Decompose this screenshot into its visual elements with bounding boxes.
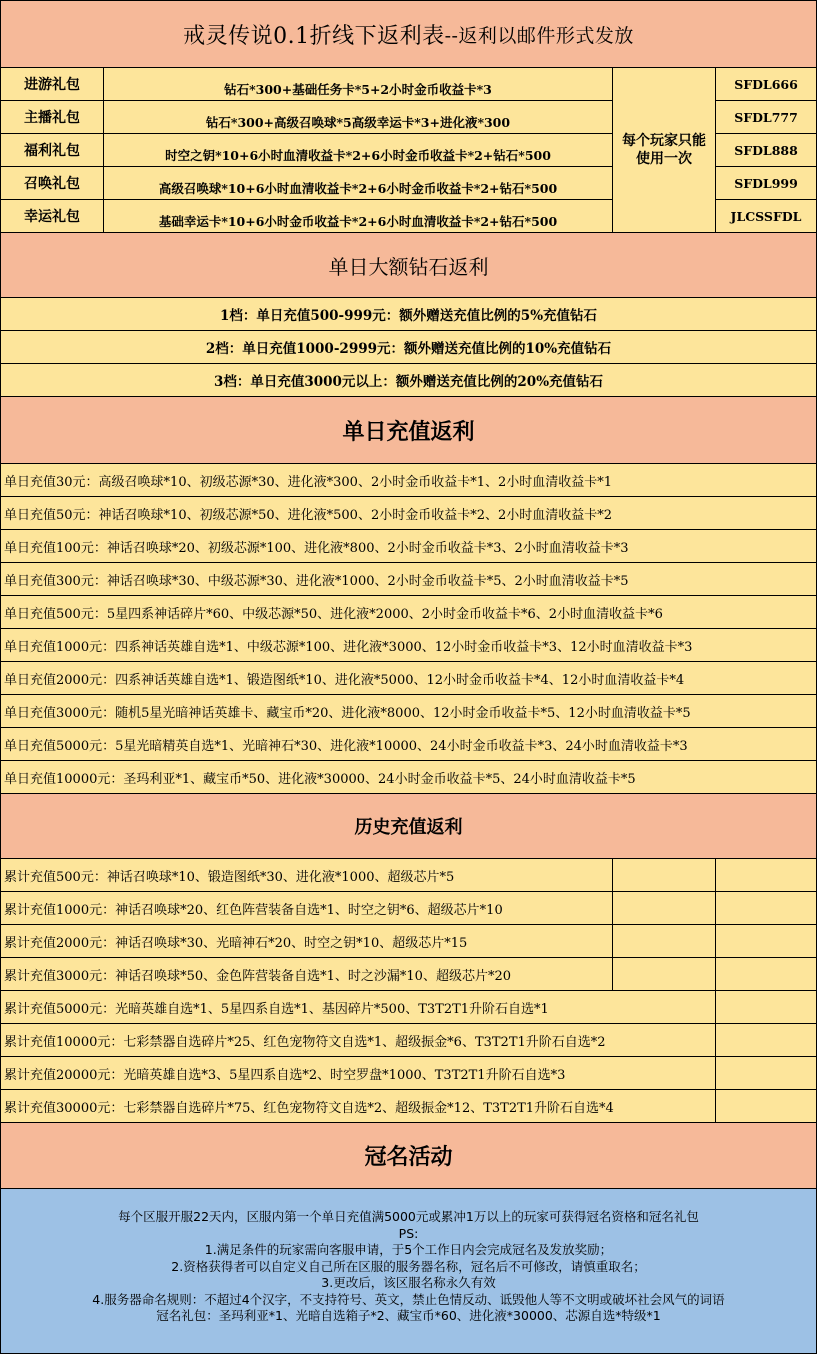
gift-name: 福利礼包: [0, 133, 104, 167]
gift-name: 主播礼包: [0, 100, 104, 134]
gift-contents: 高级召唤球*10+6小时血清收益卡*2+6小时金币收益卡*2+钻石*500: [103, 166, 613, 200]
history-rebate-row: 累计充值30000元：七彩禁器自选碎片*75、红色宠物符文自选*2、超级振金*12、T3T2T1升阶石自选*4: [0, 1089, 716, 1123]
history-rebate-row: 累计充值5000元：光暗英雄自选*1、5星四系自选*1、基因碎片*500、T3T2T1升阶石自选*1: [0, 990, 716, 1024]
empty-cell: [715, 957, 817, 991]
gift-usage-note-line: 使用一次: [636, 151, 692, 167]
daily-rebate-row: 单日充值500元：5星四系神话碎片*60、中级芯源*50、进化液*2000、2小时金币收益卡*6、2小时血清收益卡*6: [0, 595, 817, 629]
gift-contents: 时空之钥*10+6小时血清收益卡*2+6小时金币收益卡*2+钻石*500: [103, 133, 613, 167]
history-rebate-grid: [0, 858, 817, 1123]
history-rebate-header: 历史充值返利: [0, 793, 817, 859]
empty-cell: [612, 858, 716, 892]
diamond-tier: 2档：单日充值1000-2999元：额外赠送充值比例的10%充值钻石: [0, 330, 817, 364]
empty-cell: [612, 957, 716, 991]
naming-rule-line: 3.更改后，该区服名称永久有效: [321, 1275, 496, 1290]
history-rebate-row: 累计充值20000元：光暗英雄自选*3、5星四系自选*2、时空罗盘*1000、T3T2T1升阶石自选*3: [0, 1056, 716, 1090]
daily-rebate-row: 单日充值5000元：5星光暗精英自选*1、光暗神石*30、进化液*10000、24小时金币收益卡*3、24小时血清收益卡*3: [0, 727, 817, 761]
empty-cell: [715, 1056, 817, 1090]
empty-cell: [715, 990, 817, 1024]
empty-cell: [612, 924, 716, 958]
history-rebate-row: 累计充值3000元：神话召唤球*50、金色阵营装备自选*1、时之沙漏*10、超级芯片*20: [0, 957, 613, 991]
daily-rebate-row: 单日充值3000元：随机5星光暗神话英雄卡、藏宝币*20、进化液*8000、12小时金币收益卡*5、12小时血清收益卡*5: [0, 694, 817, 728]
naming-rule-line: 每个区服开服22天内，区服内第一个单日充值满5000元或累冲1万以上的玩家可获得冠名资格和冠名礼包: [118, 1209, 699, 1224]
empty-cell: [715, 891, 817, 925]
diamond-rebate-header: 单日大额钻石返利: [0, 232, 817, 298]
title-main: 戒灵传说0.1折线下返利表: [183, 23, 445, 49]
daily-rebate-row: 单日充值100元：神话召唤球*20、初级芯源*100、进化液*800、2小时金币收益卡*3、2小时血清收益卡*3: [0, 529, 817, 563]
daily-rebate-header: 单日充值返利: [0, 396, 817, 464]
gift-contents: 钻石*300+基础任务卡*5+2小时金币收益卡*3: [103, 67, 613, 101]
empty-cell: [715, 858, 817, 892]
naming-rule-line: 冠名礼包：圣玛利亚*1、光暗自选箱子*2、藏宝币*60、进化液*30000、芯源自选*特级*1: [156, 1308, 661, 1323]
daily-rebate-row: 单日充值2000元：四系神话英雄自选*1、锻造图纸*10、进化液*5000、12小时金币收益卡*4、12小时血清收益卡*4: [0, 661, 817, 695]
empty-cell: [715, 1089, 817, 1123]
naming-rule-line: 4.服务器命名规则：不超过4个汉字，不支持符号、英文，禁止色情反动、诋毁他人等不文明或破坏社会风气的词语: [92, 1291, 725, 1307]
gift-contents: 基础幸运卡*10+6小时金币收益卡*2+6小时血清收益卡*2+钻石*500: [103, 199, 613, 233]
history-rebate-row: 累计充值2000元：神话召唤球*30、光暗神石*20、时空之钥*10、超级芯片*15: [0, 924, 613, 958]
gift-name: 进游礼包: [0, 67, 104, 101]
naming-event-header: 冠名活动: [0, 1122, 817, 1189]
history-rebate-row: 累计充值10000元：七彩禁器自选碎片*25、红色宠物符文自选*1、超级振金*6、T3T2T1升阶石自选*2: [0, 1023, 716, 1057]
naming-rule-line: 1.满足条件的玩家需向客服申请，于5个工作日内会完成冠名及发放奖励；: [204, 1242, 613, 1257]
gift-contents: 钻石*300+高级召唤球*5高级幸运卡*3+进化液*300: [103, 100, 613, 134]
gift-code: SFDL777: [715, 100, 817, 134]
naming-event-rules: [0, 1188, 817, 1354]
daily-rebate-row: 单日充值30元：高级召唤球*10、初级芯源*30、进化液*300、2小时金币收益卡*1、2小时血清收益卡*1: [0, 463, 817, 497]
daily-rebate-row: 单日充值1000元：四系神话英雄自选*1、中级芯源*100、进化液*3000、12小时金币收益卡*3、12小时血清收益卡*3: [0, 628, 817, 662]
gift-usage-note-line: 每个玩家只能: [622, 133, 706, 149]
diamond-tier: 1档：单日充值500-999元：额外赠送充值比例的5%充值钻石: [0, 297, 817, 331]
gift-code: JLCSSFDL: [715, 199, 817, 233]
naming-rule-line: 2.资格获得者可以自定义自己所在区服的服务器名称，冠名后不可修改，请慎重取名；: [171, 1258, 646, 1274]
naming-rule-line: PS:: [398, 1225, 419, 1241]
diamond-tier: 3档：单日充值3000元以上：额外赠送充值比例的20%充值钻石: [0, 363, 817, 397]
page-title: [0, 0, 817, 68]
title-sub: --返利以邮件形式发放: [444, 24, 634, 47]
gift-code: SFDL666: [715, 67, 817, 101]
daily-rebate-row: 单日充值300元：神话召唤球*30、中级芯源*30、进化液*1000、2小时金币收益卡*5、2小时血清收益卡*5: [0, 562, 817, 596]
empty-cell: [612, 891, 716, 925]
history-rebate-row: 累计充值1000元：神话召唤球*20、红色阵营装备自选*1、时空之钥*6、超级芯片*10: [0, 891, 613, 925]
empty-cell: [715, 924, 817, 958]
empty-cell: [715, 1023, 817, 1057]
history-rebate-row: 累计充值500元：神话召唤球*10、锻造图纸*30、进化液*1000、超级芯片*5: [0, 858, 613, 892]
gift-name: 幸运礼包: [0, 199, 104, 233]
gift-name: 召唤礼包: [0, 166, 104, 200]
gift-usage-note: [612, 67, 716, 233]
daily-rebate-row: 单日充值10000元：圣玛利亚*1、藏宝币*50、进化液*30000、24小时金币收益卡*5、24小时血清收益卡*5: [0, 760, 817, 794]
gift-pack-section: [0, 67, 817, 233]
daily-rebate-row: 单日充值50元：神话召唤球*10、初级芯源*50、进化液*500、2小时金币收益卡*2、2小时血清收益卡*2: [0, 496, 817, 530]
gift-code: SFDL999: [715, 166, 817, 200]
gift-code: SFDL888: [715, 133, 817, 167]
